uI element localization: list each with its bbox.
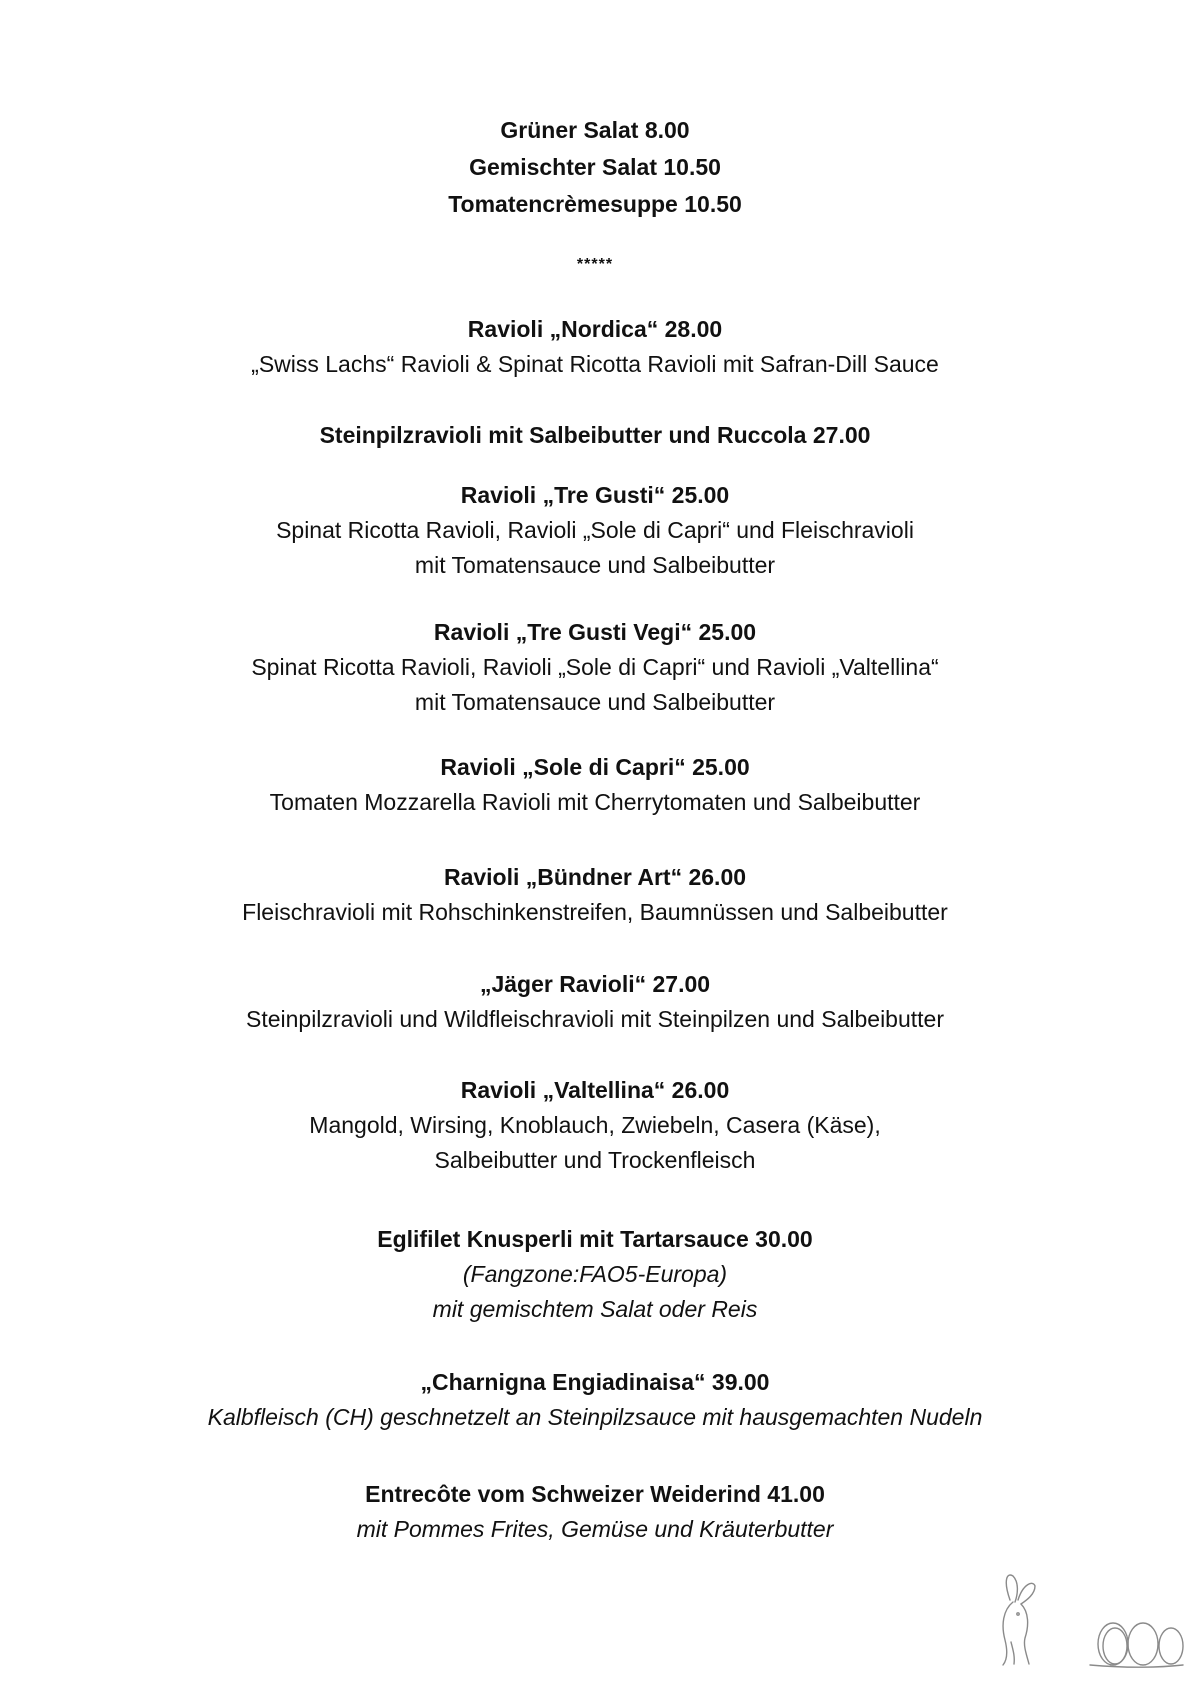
dish-description: „Swiss Lachs“ Ravioli & Spinat Ricotta Ravioli mit Safran-Dill Sauce	[251, 351, 939, 377]
starter-item: Grüner Salat 8.00	[500, 117, 690, 143]
dish-title: Ravioli „Nordica“ 28.00	[467, 316, 723, 342]
starter-item: Tomatencrèmesuppe 10.50	[448, 191, 742, 217]
dish-description: Spinat Ricotta Ravioli, Ravioli „Sole di Capri“ und Ravioli „Valtellina“	[251, 654, 939, 680]
bunny-eggs-logo-icon	[985, 1570, 1185, 1670]
dish-description: mit Tomatensauce und Salbeibutter	[414, 552, 776, 578]
dish-description: Salbeibutter und Trockenfleisch	[434, 1147, 756, 1173]
dish-description: mit gemischtem Salat oder Reis	[432, 1296, 758, 1322]
dish-title: Entrecôte vom Schweizer Weiderind 41.00	[365, 1481, 825, 1507]
dish-description: (Fangzone:FAO5-Europa)	[462, 1261, 728, 1287]
dish-title: Ravioli „Valtellina“ 26.00	[460, 1077, 730, 1103]
dish-title: „Charnigna Engiadinaisa“ 39.00	[420, 1369, 770, 1395]
dish-description: Spinat Ricotta Ravioli, Ravioli „Sole di Capri“ und Fleischravioli	[276, 517, 914, 543]
dish-description: Steinpilzravioli und Wildfleischravioli mit Steinpilzen und Salbeibutter	[245, 1006, 944, 1032]
dish-description: Kalbfleisch (CH) geschnetzelt an Steinpilzsauce mit hausgemachten Nudeln	[207, 1404, 983, 1430]
dish-title: Ravioli „Sole di Capri“ 25.00	[440, 754, 750, 780]
starter-item: Gemischter Salat 10.50	[469, 154, 721, 180]
dish-title: Steinpilzravioli mit Salbeibutter und Ruccola 27.00	[319, 422, 871, 448]
dish-title: „Jäger Ravioli“ 27.00	[479, 971, 711, 997]
dish-description: mit Pommes Frites, Gemüse und Kräuterbutter	[356, 1516, 834, 1542]
dish-description: Mangold, Wirsing, Knoblauch, Zwiebeln, Casera (Käse),	[309, 1112, 881, 1138]
dish-description: mit Tomatensauce und Salbeibutter	[414, 689, 776, 715]
dish-title: Eglifilet Knusperli mit Tartarsauce 30.00	[377, 1226, 813, 1252]
section-separator: *****	[576, 256, 614, 273]
dish-title: Ravioli „Tre Gusti“ 25.00	[460, 482, 730, 508]
dish-description: Tomaten Mozzarella Ravioli mit Cherrytomaten und Salbeibutter	[269, 789, 921, 815]
dish-description: Fleischravioli mit Rohschinkenstreifen, Baumnüssen und Salbeibutter	[242, 899, 948, 925]
dish-title: Ravioli „Bündner Art“ 26.00	[443, 864, 747, 890]
dish-title: Ravioli „Tre Gusti Vegi“ 25.00	[433, 619, 757, 645]
